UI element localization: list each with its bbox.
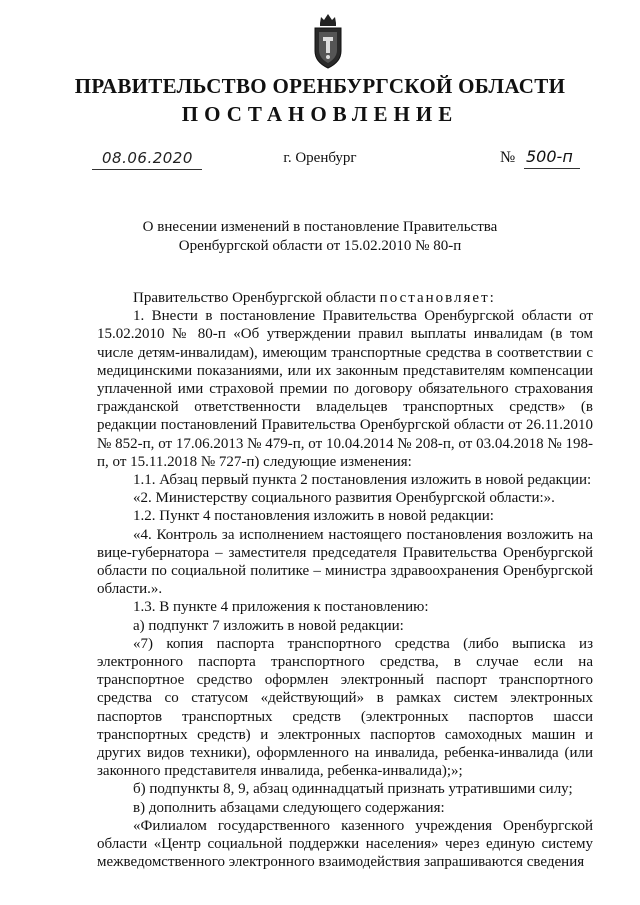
paragraph-subitem-a: а) подпункт 7 изложить в новой редакции:: [133, 617, 404, 634]
intro-paragraph: [97, 289, 593, 307]
subject-line-1: О внесении изменений в постановление Правительства: [142, 219, 498, 235]
document-number: [500, 147, 580, 171]
subject-line-2: Оренбургской области от 15.02.2010 № 80-п: [178, 238, 462, 254]
document-body: [97, 289, 593, 872]
government-title: ПРАВИТЕЛЬСТВО ОРЕНБУРГСКОЙ ОБЛАСТИ: [74, 74, 566, 98]
paragraph-subitem-v: в) дополнить абзацами следующего содержания:: [133, 799, 445, 816]
intro-prefix: Правительство Оренбургской области: [133, 290, 376, 306]
document-number-value: 500-п: [526, 147, 573, 166]
paragraph-item-1: 1. Внести в постановление Правительства Оренбургской области от 15.02.2010 № 80-п «Об утверждении правил выплаты инвалидам (в том числе детям-инвалидам), имеющим транспортные средства в соответствии с медицинскими показаниями, или их законным представителям компенсации уплаченной ими страховой премии по договору обязательного страхования гражданской ответственности владельцев транспортных средств» (в редакции постановлений Правительства Оренбургской области от 26.11.2010 № 852-п, от 17.06.2013 № 479-п, от 10.04.2014 № 208-п, от 03.04.2018 № 198-п, от 15.11.2018 № 727-п) следующие изменения:: [97, 308, 593, 470]
document-subject: [0, 218, 640, 256]
number-underline: [524, 168, 580, 169]
document-city: г. Оренбург: [283, 150, 357, 166]
paragraph-quote-2: «2. Министерству социального развития Оренбургской области:».: [133, 490, 555, 507]
paragraph-quote-7: «7) копия паспорта транспортного средства (либо выписка из электронного паспорта транспортного средства, в случае если на транспортное средство оформлен электронный паспорт транспортного средства со статусом «действующий» в рамках систем электронных паспортов транспортных средств (электронных паспортов шасси транспортных средств) и электронных паспортов самоходных машин и других видов техники), оформленного на инвалида, ребенка-инвалида (или законного представителя инвалида, ребенка-инвалида);»;: [97, 635, 593, 780]
paragraph-item-1-1: 1.1. Абзац первый пункта 2 постановления изложить в новой редакции:: [133, 472, 592, 489]
number-sign: №: [500, 149, 516, 166]
paragraph-subitem-b: б) подпункты 8, 9, абзац одиннадцатый признать утратившими силу;: [133, 781, 573, 798]
date-underline: [92, 169, 202, 170]
paragraph-quote-branch: «Филиалом государственного казенного учреждения Оренбургской области «Центр социальной поддержки населения» через единую систему межведомственного электронного взаимодействия запрашиваются сведения: [97, 817, 593, 871]
document-date-value: 08.06.2020: [102, 149, 193, 167]
paragraph-item-1-2: 1.2. Пункт 4 постановления изложить в новой редакции:: [133, 508, 494, 525]
coat-of-arms-emblem: [311, 13, 345, 71]
paragraph-item-1-3: 1.3. В пункте 4 приложения к постановлению:: [133, 599, 429, 616]
intro-decree-word: постановляет:: [379, 290, 496, 306]
document-type-title: ПОСТАНОВЛЕНИЕ: [181, 102, 459, 126]
paragraph-quote-4: «4. Контроль за исполнением настоящего постановления возложить на вице-губернатора – заместителя председателя Правительства Оренбургской области по социальной политике – министра здравоохранения Оренбургской области.».: [97, 526, 593, 598]
